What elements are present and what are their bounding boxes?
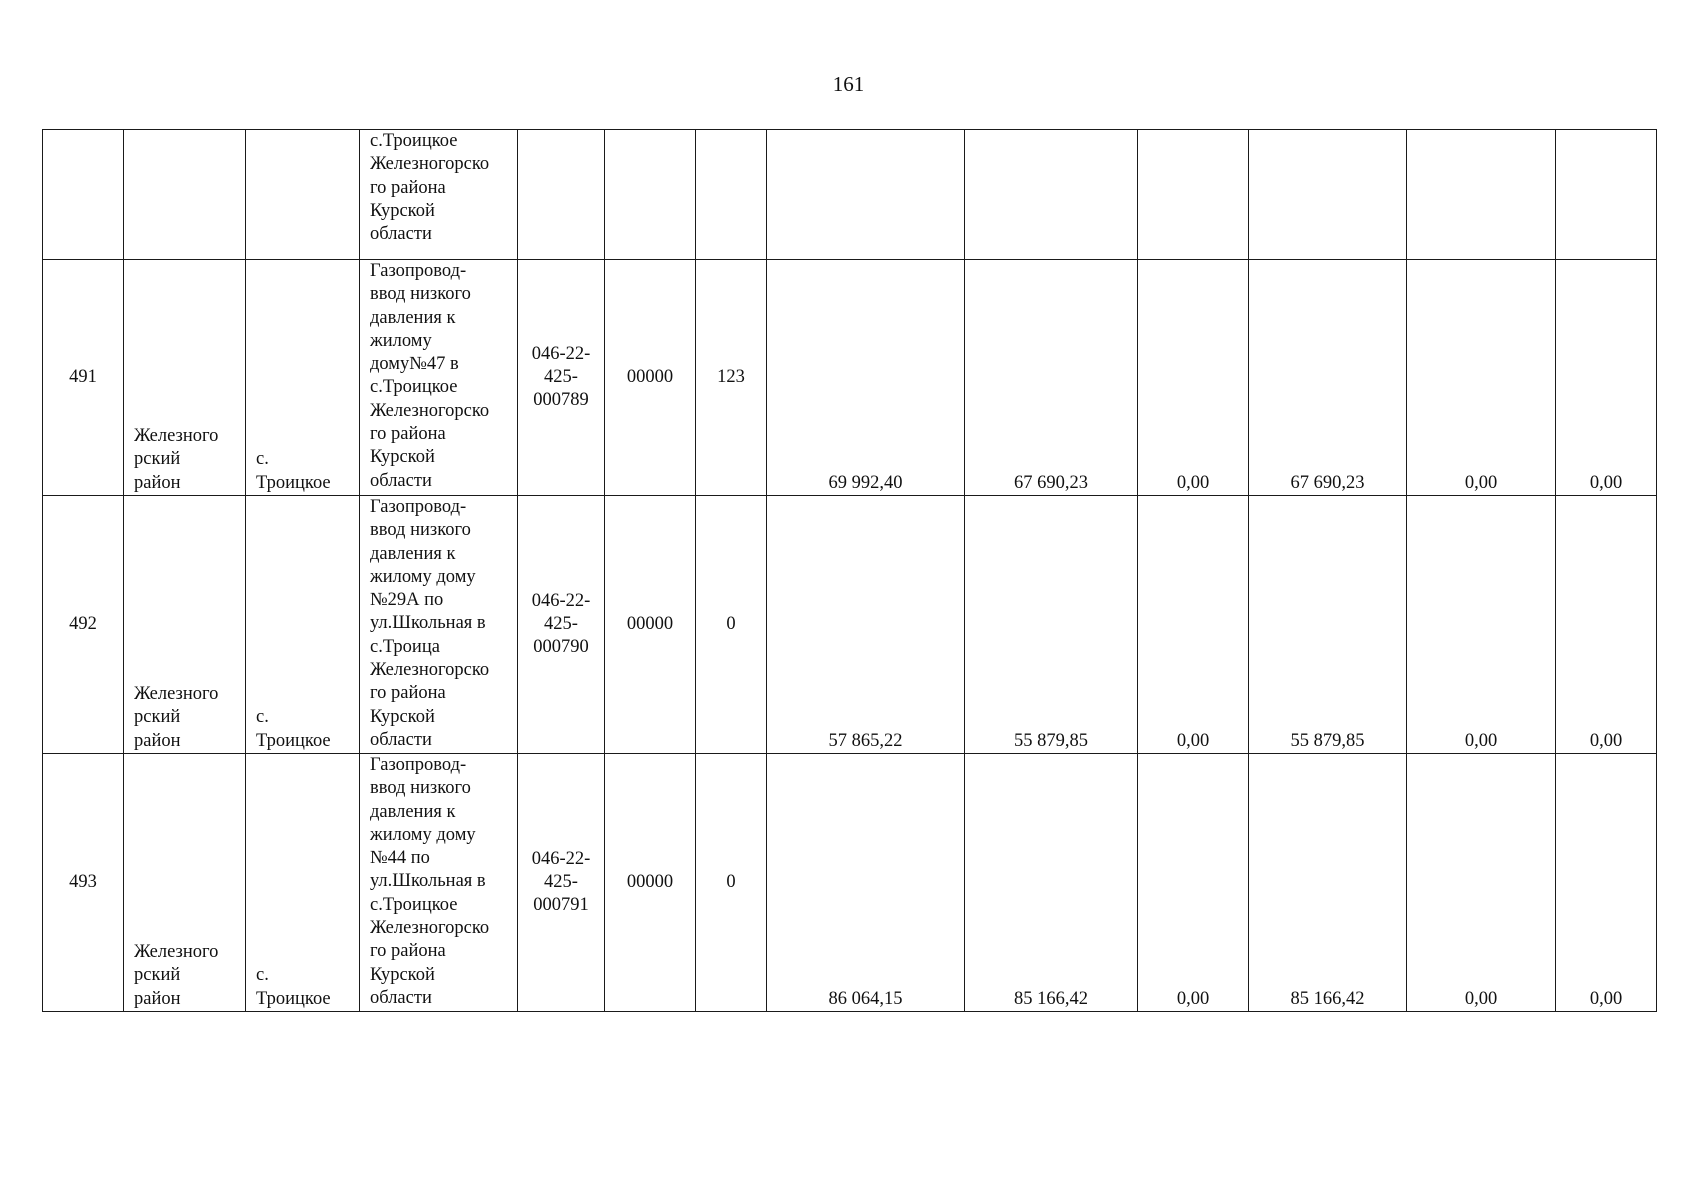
page-number: 161 <box>832 72 865 96</box>
value-cell-2: 55 879,85 <box>965 496 1138 754</box>
value-cell-3: 0,00 <box>1138 260 1249 496</box>
row-index-cell: 493 <box>43 754 124 1012</box>
value-cell-5: 0,00 <box>1407 496 1556 754</box>
value-cell-4: 55 879,85 <box>1249 496 1407 754</box>
value-cell-2: 85 166,42 <box>965 754 1138 1012</box>
object-name-cell: Газопровод- ввод низкого давления к жилому дому№47 в с.Троицкое Железногорско го района Курской области <box>360 260 518 496</box>
value-cell-6: 0,00 <box>1556 260 1657 496</box>
cadastral-number-cell: 046-22- 425- 000789 <box>518 260 605 496</box>
code-cell: 00000 <box>605 260 696 496</box>
empty-cell <box>1407 130 1556 260</box>
code-cell: 00000 <box>605 754 696 1012</box>
object-name-cell: Газопровод- ввод низкого давления к жилому дому №44 по ул.Школьная в с.Троицкое Железногорско го района Курской области <box>360 754 518 1012</box>
empty-cell <box>1138 130 1249 260</box>
quantity-cell: 123 <box>696 260 767 496</box>
empty-cell <box>518 130 605 260</box>
value-cell-6: 0,00 <box>1556 496 1657 754</box>
cadastral-number-cell: 046-22- 425- 000790 <box>518 496 605 754</box>
district-cell: Железного рский район <box>124 496 246 754</box>
district-cell: Железного рский район <box>124 260 246 496</box>
cadastral-number-cell: 046-22- 425- 000791 <box>518 754 605 1012</box>
value-cell-1: 57 865,22 <box>767 496 965 754</box>
empty-cell <box>1249 130 1407 260</box>
locality-cell: с. Троицкое <box>246 754 360 1012</box>
value-cell-2: 67 690,23 <box>965 260 1138 496</box>
district-cell: Железного рский район <box>124 754 246 1012</box>
code-cell: 00000 <box>605 496 696 754</box>
value-cell-5: 0,00 <box>1407 260 1556 496</box>
empty-cell <box>605 130 696 260</box>
quantity-cell: 0 <box>696 754 767 1012</box>
value-cell-1: 86 064,15 <box>767 754 965 1012</box>
empty-cell <box>124 130 246 260</box>
value-cell-4: 67 690,23 <box>1249 260 1407 496</box>
empty-cell <box>1556 130 1657 260</box>
empty-cell <box>43 130 124 260</box>
empty-cell <box>246 130 360 260</box>
empty-cell <box>767 130 965 260</box>
table-row <box>43 260 1657 496</box>
locality-cell: с. Троицкое <box>246 496 360 754</box>
locality-cell: с. Троицкое <box>246 260 360 496</box>
asset-register-table <box>42 129 1657 1012</box>
empty-cell <box>965 130 1138 260</box>
value-cell-5: 0,00 <box>1407 754 1556 1012</box>
table-row-continuation <box>43 130 1657 260</box>
value-cell-3: 0,00 <box>1138 754 1249 1012</box>
value-cell-3: 0,00 <box>1138 496 1249 754</box>
object-name-cell: с.Троицкое Железногорско го района Курской области <box>360 130 518 260</box>
value-cell-6: 0,00 <box>1556 754 1657 1012</box>
row-index-cell: 491 <box>43 260 124 496</box>
value-cell-4: 85 166,42 <box>1249 754 1407 1012</box>
value-cell-1: 69 992,40 <box>767 260 965 496</box>
row-index-cell: 492 <box>43 496 124 754</box>
empty-cell <box>696 130 767 260</box>
object-name-cell: Газопровод- ввод низкого давления к жилому дому №29А по ул.Школьная в с.Троица Железногорско го района Курской области <box>360 496 518 754</box>
table-row <box>43 496 1657 754</box>
quantity-cell: 0 <box>696 496 767 754</box>
table-row <box>43 754 1657 1012</box>
